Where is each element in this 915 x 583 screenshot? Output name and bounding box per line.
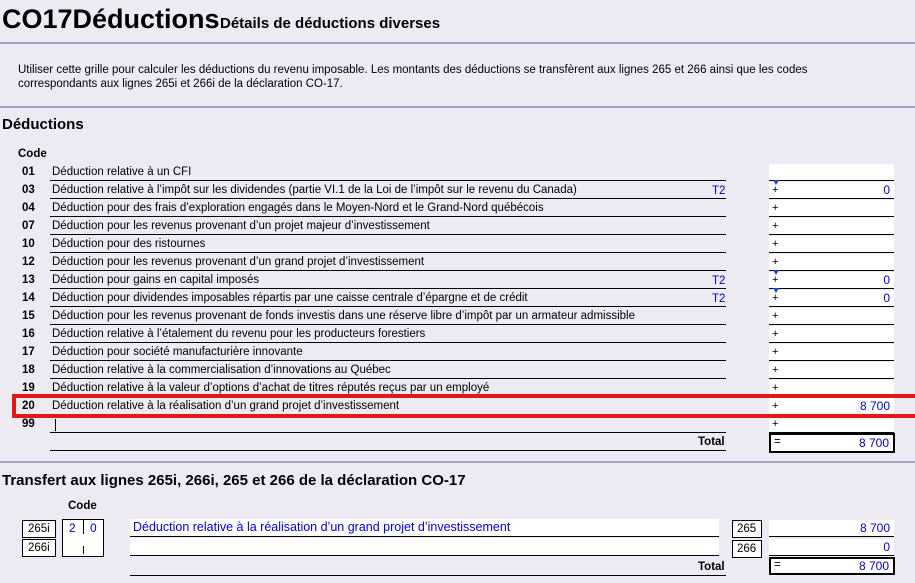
value-265-field[interactable] — [769, 520, 894, 537]
description-265-field[interactable] — [130, 519, 719, 537]
row-plus-sign: + — [772, 328, 779, 340]
row-label: Déduction relative à un CFI — [52, 166, 192, 178]
total-field — [769, 433, 895, 453]
code-digit-2: 0 — [90, 521, 97, 535]
row-value-field[interactable] — [769, 272, 894, 289]
row-value-field[interactable] — [769, 236, 894, 253]
line-266-tag — [732, 540, 762, 558]
row-underline — [50, 360, 726, 361]
transfer-total-sign: = — [774, 559, 781, 571]
value-266-field[interactable] — [769, 539, 894, 556]
transfer-total-label: Total — [698, 561, 725, 573]
total-label: Total — [698, 436, 725, 448]
row-value-field[interactable] — [769, 344, 894, 361]
row-underline — [50, 432, 726, 433]
t2-link[interactable]: T2 — [712, 275, 726, 287]
row-label: Déduction pour des ristournes — [52, 238, 206, 250]
row-label: Déduction pour dividendes imposables répartis par une caisse centrale d’épargne et de crédit — [52, 292, 528, 304]
row-code: 04 — [22, 202, 35, 214]
row-value-field[interactable] — [769, 182, 894, 199]
code-column-header: Code — [18, 148, 47, 160]
row-label: Déduction pour les revenus provenant de fonds investis dans une réserve libre d’impôt par un armateur admissible — [52, 310, 635, 322]
row-underline — [50, 342, 726, 343]
row-underline — [50, 324, 726, 325]
row-value: 8 700 — [859, 399, 890, 413]
row-label: Déduction pour des frais d’exploration engagés dans le Moyen-Nord et le Grand-Nord québécois — [52, 202, 544, 214]
line-265-tag — [732, 520, 762, 538]
row-code: 03 — [22, 184, 35, 196]
row-value-field[interactable] — [769, 326, 894, 343]
row-plus-sign: + — [772, 346, 779, 358]
row-plus-sign: + — [772, 364, 779, 376]
deductions-title: Déductions — [2, 116, 84, 133]
page-subtitle: Détails de déductions diverses — [220, 15, 441, 32]
intro-text: Utiliser cette grille pour calculer les déductions du revenu imposable. Les montants des déductions se transfèrent aux lignes 265 et 266 ainsi que les codes correspondants aux lignes 265i et 266i de la déclaration CO-17. — [18, 64, 808, 90]
value-266: 0 — [883, 540, 890, 554]
row-value: 0 — [883, 183, 890, 197]
row-label: Déduction relative à l’étalement du revenu pour les producteurs forestiers — [52, 328, 426, 340]
row-underline — [50, 288, 726, 289]
row-code: 17 — [22, 346, 35, 358]
row-underline — [50, 306, 726, 307]
value-265: 8 700 — [859, 521, 890, 535]
row-code: 15 — [22, 310, 35, 322]
row-plus-sign: + — [772, 310, 779, 322]
line-265i-tag — [22, 520, 56, 538]
row-code: 16 — [22, 328, 35, 340]
row-underline — [50, 216, 726, 217]
row-plus-sign: + — [772, 220, 779, 232]
row-plus-sign: + — [772, 292, 779, 304]
code-digit-1: 2 — [69, 521, 76, 535]
row-plus-sign: + — [772, 382, 779, 394]
row-code: 99 — [22, 418, 35, 430]
row-underline — [50, 378, 726, 379]
total-sign: = — [774, 436, 781, 448]
row-label: Déduction pour les revenus provenant d’un grand projet d’investissement — [52, 256, 425, 268]
row-code: 10 — [22, 238, 35, 250]
row-label: Déduction relative à la commercialisation d’innovations au Québec — [52, 364, 391, 376]
row-label: Déduction pour les revenus provenant d’un projet majeur d’investissement — [52, 220, 430, 232]
row-value-field[interactable] — [769, 416, 894, 433]
row-code: 19 — [22, 382, 35, 394]
row-plus-sign: + — [772, 184, 779, 196]
line-266i-label: 266i — [28, 542, 50, 554]
row-underline — [50, 234, 726, 235]
row-value-field[interactable] — [769, 164, 894, 181]
description-266-field[interactable] — [130, 538, 719, 556]
row-value: 0 — [883, 273, 890, 287]
t2-link[interactable]: T2 — [712, 293, 726, 305]
row-value-field[interactable] — [769, 254, 894, 271]
row-value: 0 — [883, 291, 890, 305]
row-code: 13 — [22, 274, 35, 286]
row-code: 14 — [22, 292, 35, 304]
page-title: CO17Déductions — [2, 4, 220, 34]
row-plus-sign: + — [772, 400, 779, 412]
row-code: 18 — [22, 364, 35, 376]
row-value-field[interactable] — [769, 362, 894, 379]
transfer-total-field — [769, 557, 895, 575]
row-code: 01 — [22, 166, 35, 178]
transfer-code-field[interactable] — [62, 519, 104, 557]
row-label: Déduction relative à la valeur d’options d’achat de titres réputés reçus par un employé — [52, 382, 490, 394]
transfer-description: Déduction relative à la réalisation d’un grand projet d’investissement — [133, 520, 511, 534]
row-label: Déduction pour société manufacturière innovante — [52, 346, 303, 358]
row-value-field[interactable] — [769, 290, 894, 307]
highlight-row-20 — [12, 394, 915, 418]
line-266i-tag — [22, 539, 56, 557]
row-label: Déduction relative à l’impôt sur les dividendes (partie VI.1 de la Loi de l’impôt sur le revenu du Canada) — [52, 184, 577, 196]
row-plus-sign: + — [772, 202, 779, 214]
row-value-field[interactable] — [769, 200, 894, 217]
row-code: 07 — [22, 220, 35, 232]
row-underline — [50, 180, 726, 181]
transfer-code-header: Code — [68, 500, 97, 512]
row-value-field[interactable] — [769, 308, 894, 325]
row-plus-sign: + — [772, 418, 779, 430]
row-plus-sign: + — [772, 256, 779, 268]
row-underline — [50, 198, 726, 199]
row-value-field[interactable] — [769, 218, 894, 235]
row-plus-sign: + — [772, 274, 779, 286]
row-underline — [50, 252, 726, 253]
row-99-input-cursor[interactable] — [55, 419, 56, 431]
t2-link[interactable]: T2 — [712, 185, 726, 197]
transfer-total-value: 8 700 — [858, 559, 889, 573]
row-underline — [50, 270, 726, 271]
transfer-title: Transfert aux lignes 265i, 266i, 265 et 266 de la déclaration CO-17 — [2, 472, 466, 489]
total-value: 8 700 — [858, 436, 889, 450]
row-label: Déduction relative à la réalisation d’un grand projet d’investissement — [52, 400, 400, 412]
row-label: Déduction pour gains en capital imposés — [52, 274, 260, 286]
row-code: 20 — [22, 400, 35, 412]
row-code: 12 — [22, 256, 35, 268]
line-266-label: 266 — [737, 543, 757, 555]
line-265-label: 265 — [737, 523, 757, 535]
line-265i-label: 265i — [28, 523, 50, 535]
row-plus-sign: + — [772, 238, 779, 250]
